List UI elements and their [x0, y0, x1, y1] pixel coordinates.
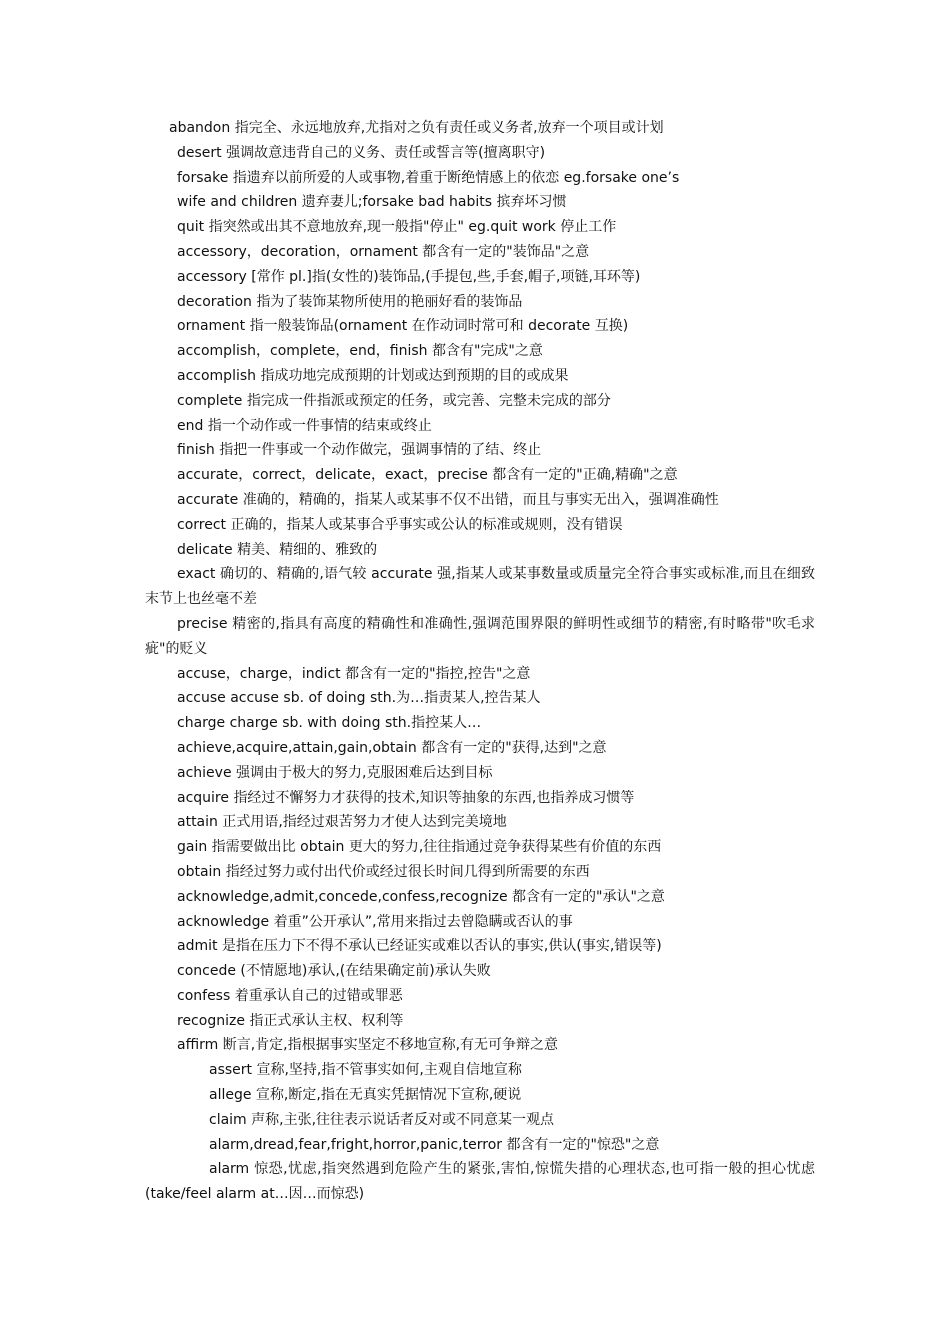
text-line: accessory，decoration，ornament 都含有一定的"装饰品"之意: [177, 243, 590, 260]
text-line: ornament 指一般装饰品(ornament 在作动词时常可和 decorate 互换): [177, 318, 629, 335]
text-line: accuse accuse sb. of doing sth.为…指责某人,控告某人: [177, 690, 541, 707]
text-line: accurate 准确的，精确的，指某人或某事不仅不出错，而且与事实无出入，强调准确性: [177, 491, 719, 508]
text-line: confess 着重承认自己的过错或罪恶: [177, 987, 403, 1004]
text-line: accuse，charge，indict 都含有一定的"指控,控告"之意: [177, 665, 531, 682]
text-paragraph: precise 精密的,指具有高度的精确性和准确性,强调范围界限的鲜明性或细节的精密,有时略带"吹毛求疵"的贬义: [145, 615, 815, 657]
text-line: forsake 指遗弃以前所爱的人或事物,着重于断绝情感上的依恋 eg.forsake one’s: [177, 169, 680, 186]
text-line: concede (不情愿地)承认,(在结果确定前)承认失败: [177, 963, 491, 980]
text-line: achieve 强调由于极大的努力,克服困难后达到目标: [177, 764, 493, 781]
text-line: complete 指完成一件指派或预定的任务，或完善、完整未完成的部分: [177, 392, 611, 409]
text-line: recognize 指正式承认主权、权利等: [177, 1012, 404, 1029]
text-line: acknowledge,admit,concede,confess,recognize 都含有一定的"承认"之意: [177, 888, 665, 905]
document-body: [145, 116, 815, 1207]
text-line: desert 强调故意违背自己的义务、责任或誓言等(擅离职守): [177, 144, 546, 161]
text-line: allege 宣称,断定,指在无真实凭据情况下宣称,硬说: [209, 1087, 522, 1104]
text-line: acquire 指经过不懈努力才获得的技术,知识等抽象的东西,也指养成习惯等: [177, 789, 635, 806]
text-line: charge charge sb. with doing sth.指控某人…: [177, 715, 482, 732]
text-line: admit 是指在压力下不得不承认已经证实或难以否认的事实,供认(事实,错误等): [177, 938, 662, 955]
text-line: attain 正式用语,指经过艰苦努力才使人达到完美境地: [177, 814, 507, 831]
text-line: accurate，correct，delicate，exact，precise 都含有一定的"正确,精确"之意: [177, 467, 678, 484]
text-line: end 指一个动作或一件事情的结束或终止: [177, 417, 432, 434]
text-line: delicate 精美、精细的、雅致的: [177, 541, 378, 558]
text-line: assert 宣称,坚持,指不管事实如何,主观自信地宣称: [209, 1062, 522, 1079]
text-line: obtain 指经过努力或付出代价或经过很长时间几得到所需要的东西: [177, 863, 590, 880]
text-line: gain 指需要做出比 obtain 更大的努力,往往指通过竞争获得某些有价值的东西: [177, 839, 662, 856]
text-line: affirm 断言,肯定,指根据事实坚定不移地宣称,有无可争辩之意: [177, 1037, 559, 1054]
text-paragraph: alarm 惊恐,忧虑,指突然遇到危险产生的紧张,害怕,惊慌失措的心理状态,也可指一般的担心忧虑 (take/feel alarm at…因…而惊恐): [145, 1161, 815, 1203]
text-line: wife and children 遗弃妻儿;forsake bad habits 摈弃坏习惯: [177, 194, 567, 211]
text-line: claim 声称,主张,往往表示说话者反对或不同意某一观点: [209, 1111, 555, 1128]
text-line: accomplish 指成功地完成预期的计划或达到预期的目的或成果: [177, 367, 569, 384]
text-line: acknowledge 着重”公开承认”,常用来指过去曾隐瞒或否认的事: [177, 913, 573, 930]
text-line: finish 指把一件事或一个动作做完，强调事情的了结、终止: [177, 442, 542, 459]
text-line: abandon 指完全、永远地放弃,尤指对之负有责任或义务者,放弃一个项目或计划: [169, 120, 664, 136]
text-line: accessory [常作 pl.]指(女性的)装饰品,(手提包,些,手套,帽子,项链,耳环等): [177, 268, 641, 285]
text-line: alarm,dread,fear,fright,horror,panic,terror 都含有一定的"惊恐"之意: [209, 1136, 660, 1153]
text-paragraph: exact 确切的、精确的,语气较 accurate 强,指某人或某事数量或质量完全符合事实或标准,而且在细致末节上也丝毫不差: [145, 566, 815, 608]
text-line: accomplish，complete，end，finish 都含有"完成"之意: [177, 343, 543, 360]
text-line: achieve,acquire,attain,gain,obtain 都含有一定的"获得,达到"之意: [177, 739, 607, 756]
text-line: decoration 指为了装饰某物所使用的艳丽好看的装饰品: [177, 293, 523, 310]
text-line: quit 指突然或出其不意地放弃,现一般指"停止" eg.quit work 停止工作: [177, 219, 617, 236]
text-line: correct 正确的，指某人或某事合乎事实或公认的标准或规则，没有错误: [177, 516, 623, 533]
